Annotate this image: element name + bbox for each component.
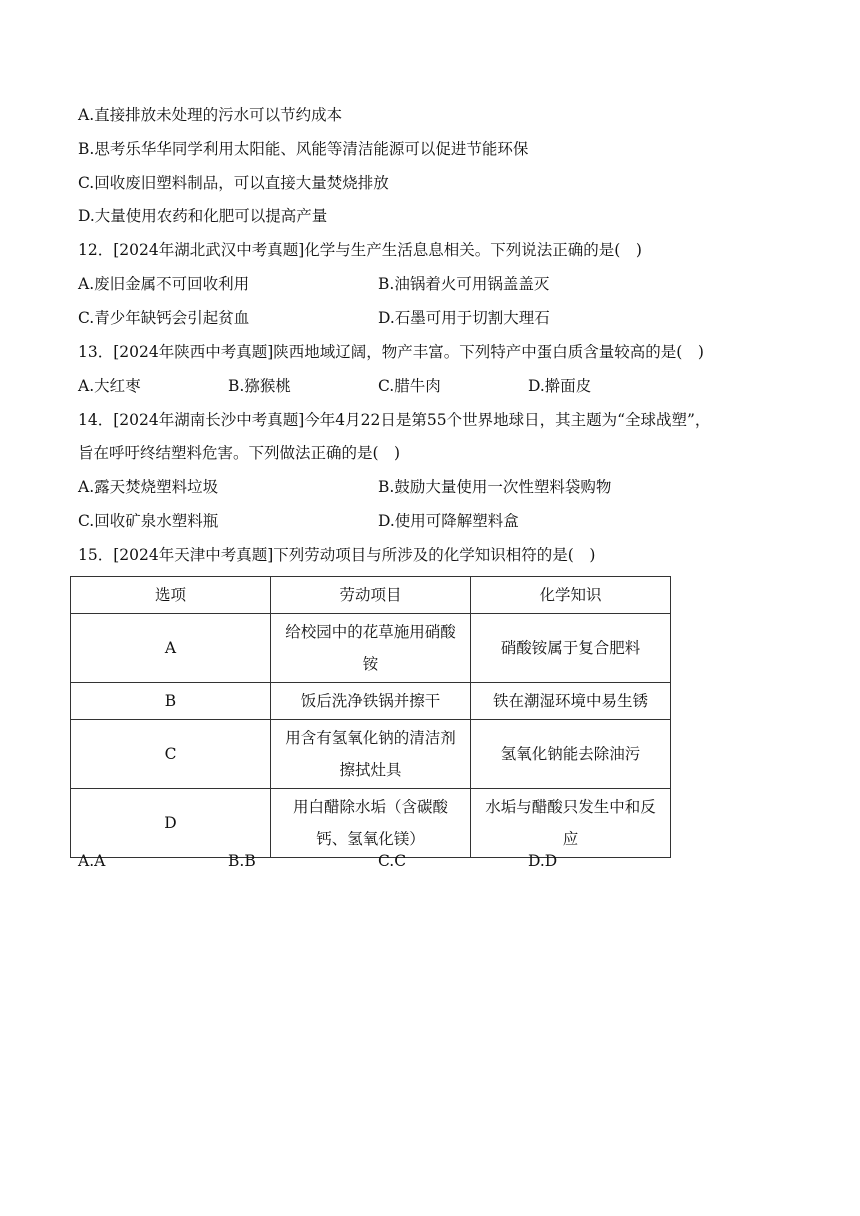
question-15-options <box>78 850 778 872</box>
table-header-cell: 化学知识 <box>471 577 671 614</box>
table-cell: 饭后洗净铁锅并擦干 <box>271 683 471 720</box>
table-cell: B <box>71 683 271 720</box>
question-14-options <box>78 476 778 498</box>
table-cell: 水垢与醋酸只发生中和反应 <box>471 789 671 858</box>
question-13-stem: 13．[2024年陕西中考真题]陕西地域辽阔，物产丰富。下列特产中蛋白质含量较高的是( ) <box>78 343 704 361</box>
question-15-table <box>70 576 671 858</box>
option-c: C.回收废旧塑料制品，可以直接大量焚烧排放 <box>78 174 389 192</box>
table-cell: 用含有氢氧化钠的清洁剂擦拭灶具 <box>271 720 471 789</box>
question-12-options <box>78 273 778 295</box>
question-12-options-row2 <box>78 307 778 329</box>
q13-option-b: B.猕猴桃 <box>228 377 291 395</box>
table-cell: A <box>71 614 271 683</box>
table-cell: 氢氧化钠能去除油污 <box>471 720 671 789</box>
table-row <box>71 683 671 720</box>
q14-option-d: D.使用可降解塑料盒 <box>378 512 519 530</box>
question-14-stem-line2: 旨在呼吁终结塑料危害。下列做法正确的是( ) <box>78 444 401 462</box>
q13-option-c: C.腊牛肉 <box>378 377 441 395</box>
option-a: A.直接排放未处理的污水可以节约成本 <box>78 106 343 124</box>
q15-option-c: C.C <box>378 852 407 870</box>
table-header-cell: 劳动项目 <box>271 577 471 614</box>
option-d: D.大量使用农药和化肥可以提高产量 <box>78 207 328 225</box>
q14-option-b: B.鼓励大量使用一次性塑料袋购物 <box>378 478 612 496</box>
q14-option-a: A.露天焚烧塑料垃圾 <box>78 478 219 496</box>
question-15-stem: 15．[2024年天津中考真题]下列劳动项目与所涉及的化学知识相符的是( ) <box>78 546 596 564</box>
q12-option-b: B.油锅着火可用锅盖盖灭 <box>378 275 550 293</box>
table-header-cell: 选项 <box>71 577 271 614</box>
table-cell: C <box>71 720 271 789</box>
q13-option-a: A.大红枣 <box>78 377 141 395</box>
question-14-options-row2 <box>78 510 778 532</box>
question-13-options <box>78 375 778 397</box>
table-cell: 硝酸铵属于复合肥料 <box>471 614 671 683</box>
q12-option-a: A.废旧金属不可回收利用 <box>78 275 250 293</box>
table-cell: 给校园中的花草施用硝酸铵 <box>271 614 471 683</box>
option-b: B.思考乐华华同学利用太阳能、风能等清洁能源可以促进节能环保 <box>78 140 529 158</box>
q15-option-d: D.D <box>528 852 558 870</box>
table-row <box>71 789 671 858</box>
table-header-row <box>71 577 671 614</box>
table-cell: 铁在潮湿环境中易生锈 <box>471 683 671 720</box>
table-row <box>71 614 671 683</box>
table-cell: D <box>71 789 271 858</box>
question-14-stem-line1: 14．[2024年湖南长沙中考真题]今年4月22日是第55个世界地球日，其主题为“全球战塑”， <box>78 411 711 429</box>
q15-option-a: A.A <box>78 852 106 870</box>
table-row <box>71 720 671 789</box>
table-cell: 用白醋除水垢（含碳酸钙、氢氧化镁） <box>271 789 471 858</box>
q14-option-c: C.回收矿泉水塑料瓶 <box>78 512 219 530</box>
q12-option-c: C.青少年缺钙会引起贫血 <box>78 309 250 327</box>
q15-option-b: B.B <box>228 852 256 870</box>
question-12-stem: 12．[2024年湖北武汉中考真题]化学与生产生活息息相关。下列说法正确的是( ) <box>78 241 642 259</box>
q13-option-d: D.擀面皮 <box>528 377 592 395</box>
q12-option-d: D.石墨可用于切割大理石 <box>378 309 550 327</box>
